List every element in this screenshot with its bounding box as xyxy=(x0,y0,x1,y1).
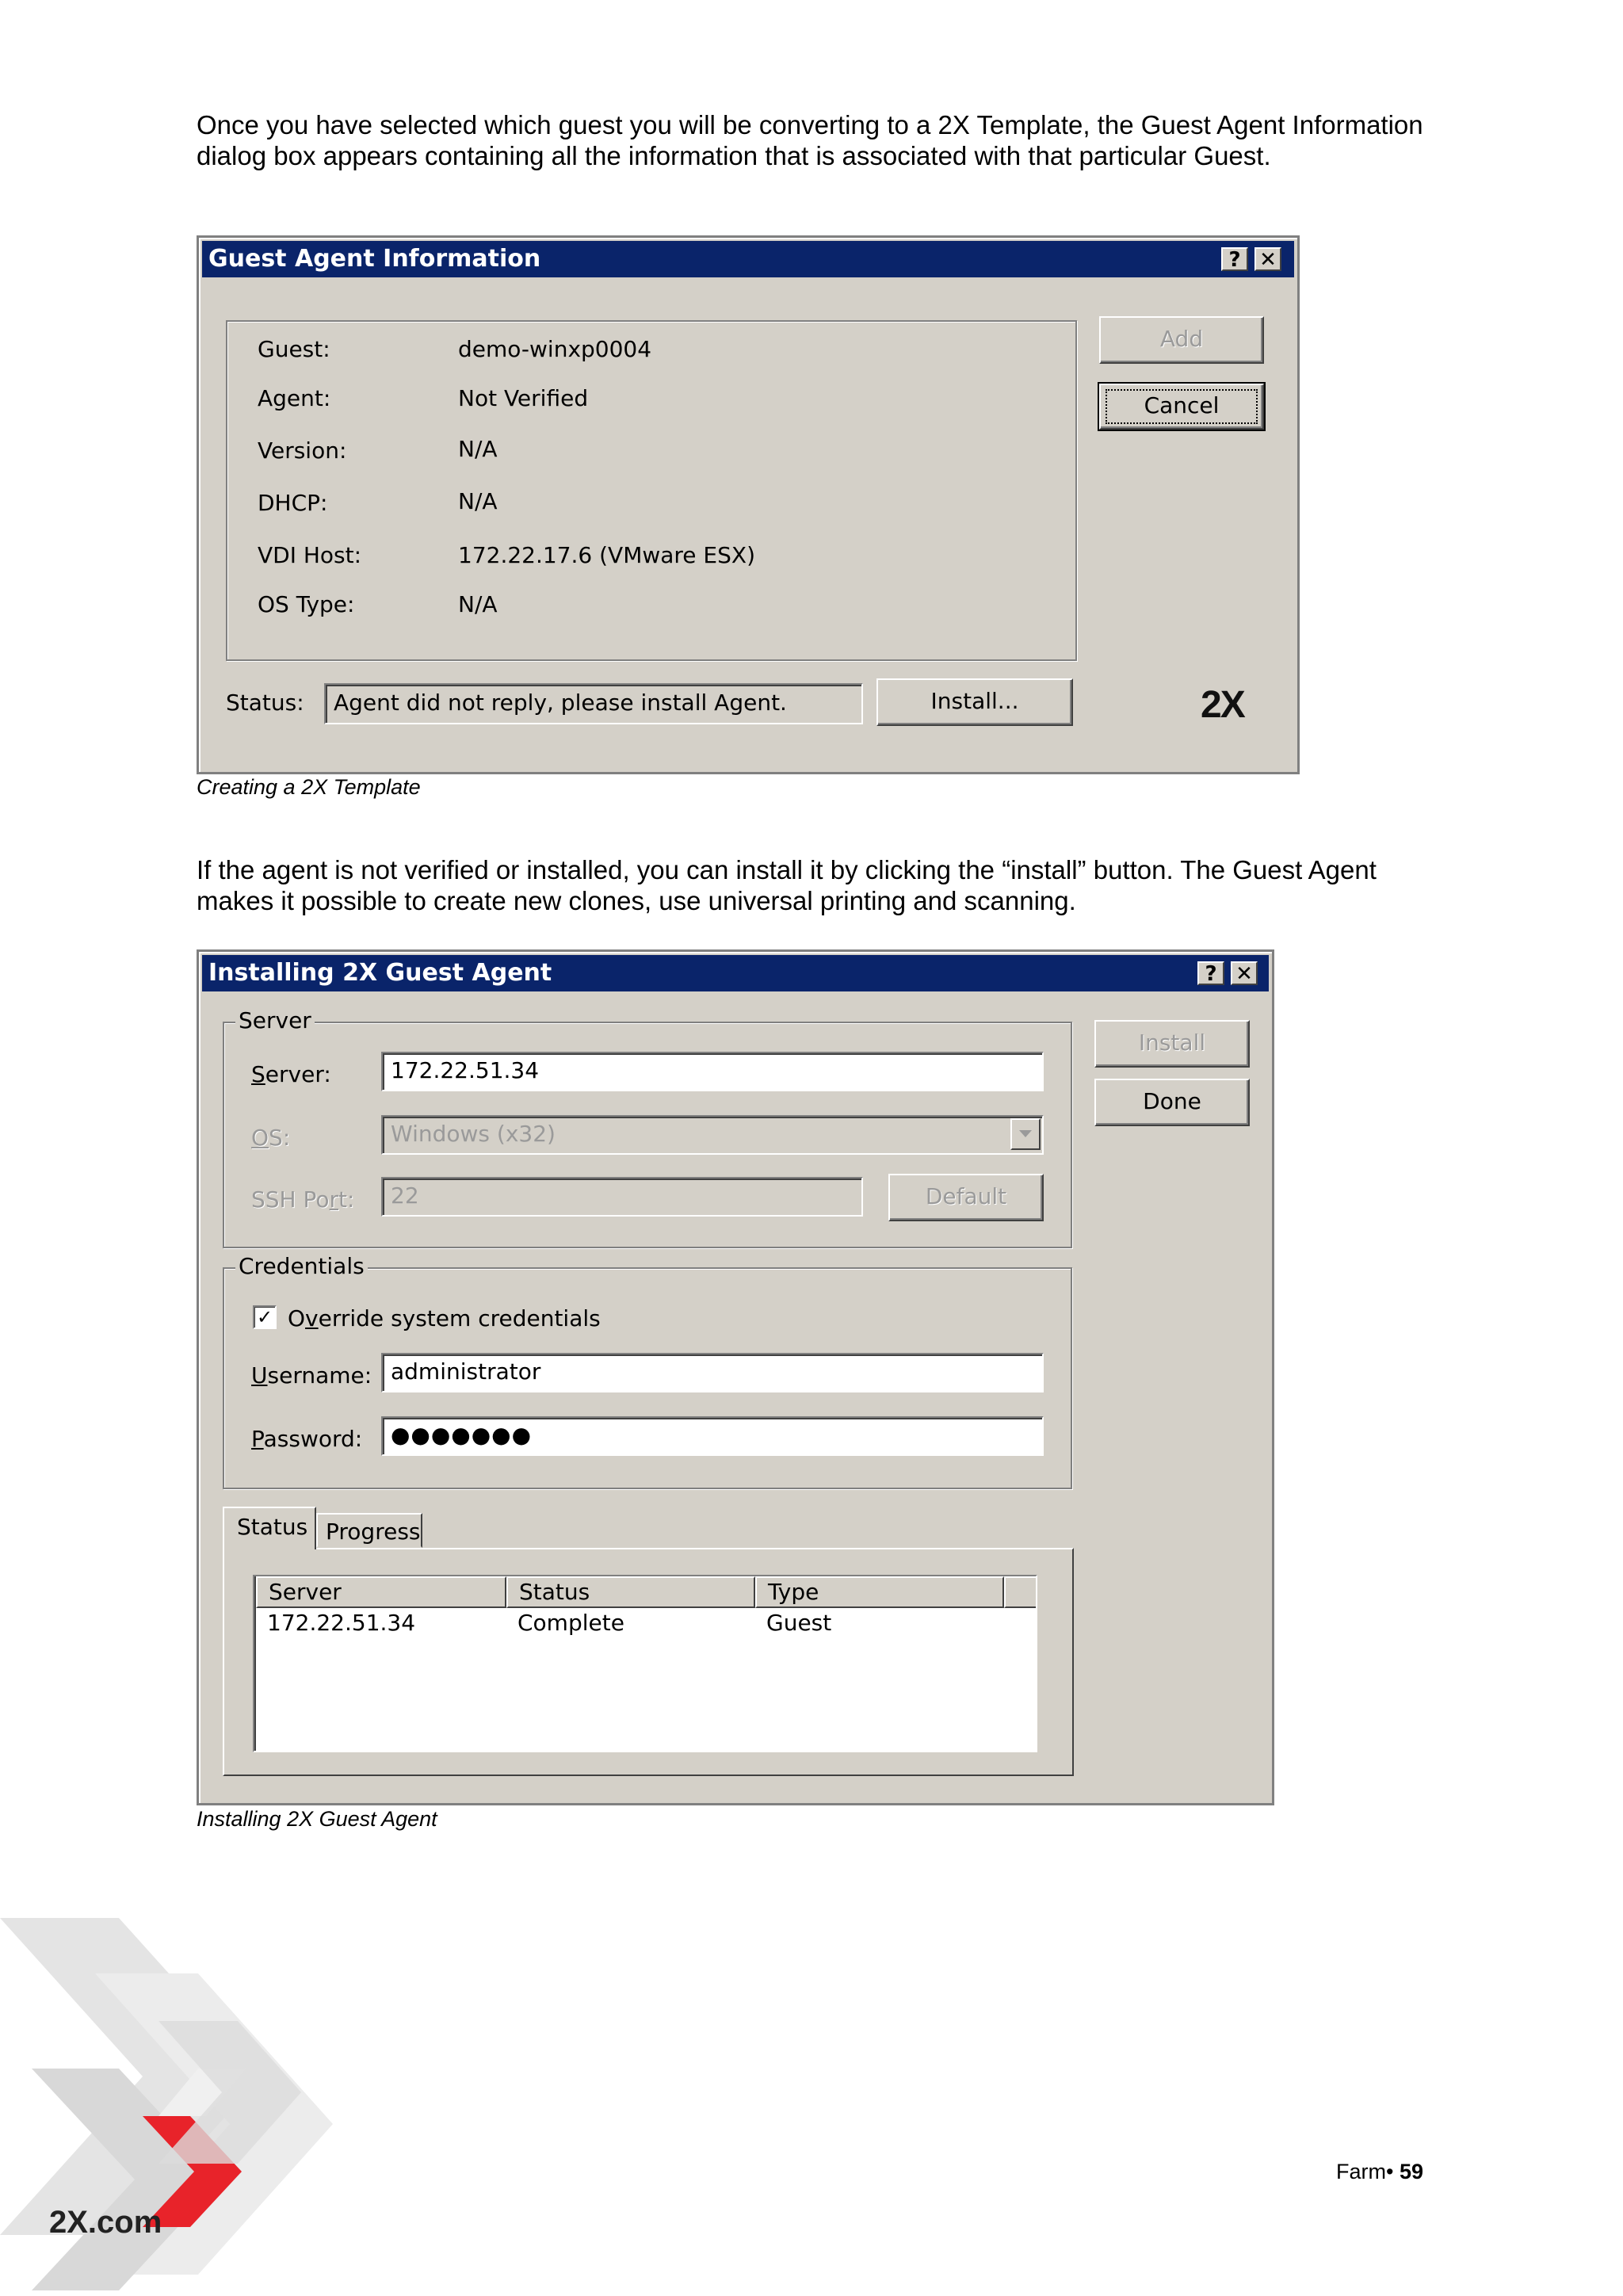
guest-value: demo-winxp0004 xyxy=(458,336,652,362)
middle-paragraph: If the agent is not verified or installed, you can install it by clicking the “install” button. The Guest Agent makes it possible to create new clones, use universal printing and scanning. xyxy=(197,855,1377,915)
add-button[interactable]: Add xyxy=(1099,316,1264,364)
agent-label: Agent: xyxy=(258,385,331,411)
cancel-button-label: Cancel xyxy=(1144,392,1220,418)
override-checkbox[interactable]: ✓ xyxy=(253,1305,277,1329)
intro-paragraph: Once you have selected which guest you will be converting to a 2X Template, the Guest Agent Information dialog box appears containing all the information that is associated with that particular Guest. xyxy=(197,110,1423,170)
table-row[interactable] xyxy=(256,1610,1036,1640)
version-label: Version: xyxy=(258,437,347,464)
vdi-host-value: 172.22.17.6 (VMware ESX) xyxy=(458,542,756,568)
os-select-value: Windows (x32) xyxy=(391,1121,556,1147)
installing-guest-agent-dialog xyxy=(197,949,1274,1805)
status-label: Status: xyxy=(226,690,304,716)
close-button[interactable]: ✕ xyxy=(1231,961,1258,985)
row-server: 172.22.51.34 xyxy=(267,1610,416,1636)
cancel-button[interactable] xyxy=(1099,384,1264,430)
agent-value: Not Verified xyxy=(458,385,589,411)
column-header-status[interactable]: Status xyxy=(506,1576,755,1608)
done-button[interactable]: Done xyxy=(1094,1079,1250,1126)
version-value: N/A xyxy=(458,436,498,462)
tab-progress[interactable] xyxy=(316,1513,422,1548)
chevron-down-icon[interactable] xyxy=(1010,1118,1041,1150)
username-label: Username: xyxy=(251,1362,372,1389)
server-input[interactable]: 172.22.51.34 xyxy=(381,1052,1044,1091)
page-footer xyxy=(1336,2160,1423,2184)
dhcp-value: N/A xyxy=(458,488,498,514)
vdi-host-label: VDI Host: xyxy=(258,542,362,568)
os-label: OS: xyxy=(251,1125,291,1151)
password-input[interactable]: ●●●●●●● xyxy=(381,1416,1044,1456)
caption-creating-template: Creating a 2X Template xyxy=(197,775,421,799)
row-status: Complete xyxy=(517,1610,624,1636)
row-type: Guest xyxy=(766,1610,832,1636)
dialog-title: Installing 2X Guest Agent xyxy=(208,959,552,987)
username-input[interactable]: administrator xyxy=(381,1353,1044,1392)
default-button[interactable]: Default xyxy=(888,1174,1044,1221)
tab-progress-label: Progress xyxy=(326,1519,421,1545)
install-button-label: Install xyxy=(1138,1030,1206,1056)
page-number: 59 xyxy=(1399,2160,1424,2183)
tab-status[interactable] xyxy=(223,1507,316,1549)
column-header-server[interactable]: Server xyxy=(256,1576,506,1608)
status-field: Agent did not reply, please install Agent. xyxy=(324,683,863,724)
help-button[interactable]: ? xyxy=(1197,961,1224,985)
ssh-port-label: SSH Port: xyxy=(251,1186,355,1213)
2x-logo: 2X xyxy=(1201,684,1244,726)
dialog-title-bar xyxy=(202,241,1294,277)
install-button[interactable]: Install... xyxy=(876,678,1073,726)
password-label: Password: xyxy=(251,1426,363,1452)
help-button[interactable]: ? xyxy=(1221,247,1248,271)
os-type-label: OS Type: xyxy=(258,591,355,617)
ssh-port-input[interactable]: 22 xyxy=(381,1177,863,1217)
override-label: Override system credentials xyxy=(288,1305,601,1331)
guest-label: Guest: xyxy=(258,336,330,362)
column-header-empty xyxy=(1004,1576,1037,1608)
footer-bullet: • xyxy=(1386,2160,1394,2183)
server-group-label: Server xyxy=(235,1007,315,1033)
guest-agent-information-dialog xyxy=(197,235,1300,774)
credentials-group-label: Credentials xyxy=(235,1253,368,1279)
dhcp-label: DHCP: xyxy=(258,490,328,516)
status-table[interactable] xyxy=(253,1575,1037,1752)
column-header-type[interactable]: Type xyxy=(755,1576,1004,1608)
dialog-title-bar xyxy=(202,955,1269,991)
caption-installing-agent: Installing 2X Guest Agent xyxy=(197,1807,437,1831)
close-button[interactable]: ✕ xyxy=(1254,247,1281,271)
footer-section: Farm xyxy=(1336,2160,1386,2183)
server-label: Server: xyxy=(251,1061,331,1087)
footer-logo: 2X.com xyxy=(49,2205,162,2240)
install-button[interactable] xyxy=(1094,1020,1250,1068)
os-type-value: N/A xyxy=(458,591,498,617)
tab-status-label: Status xyxy=(237,1514,308,1540)
os-select[interactable] xyxy=(381,1115,1044,1155)
dialog-title: Guest Agent Information xyxy=(208,245,541,273)
